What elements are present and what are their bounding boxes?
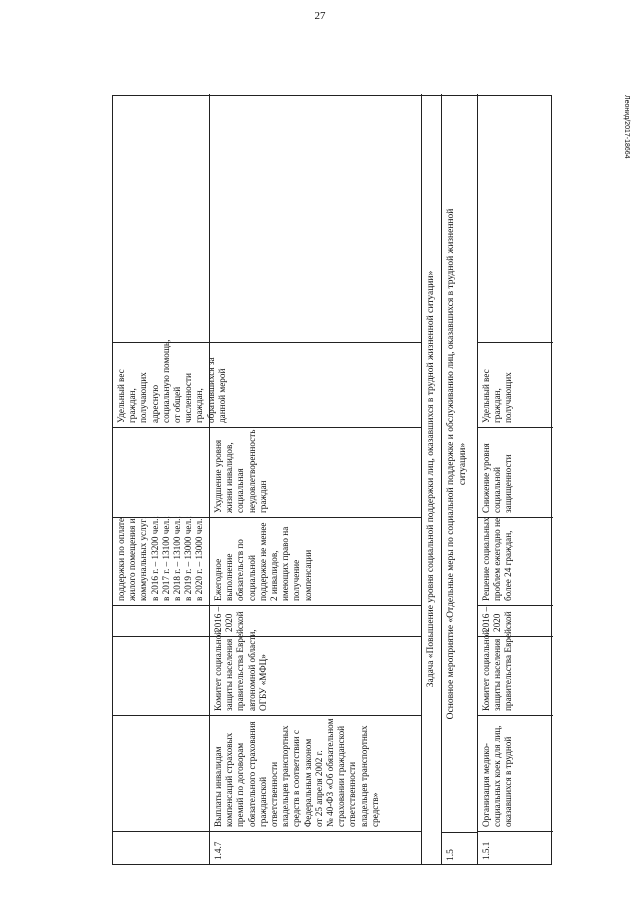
row-number: 1.5.1 xyxy=(481,841,491,860)
cell-text-line: данной мерой xyxy=(216,368,227,423)
cell-indicator xyxy=(478,343,553,428)
cell-consequence xyxy=(113,428,209,518)
cell-text-line: автономной области, xyxy=(246,629,257,711)
cell-text-line: правительства Еврейской xyxy=(235,611,246,711)
cell-text-line: Основное мероприятие «Отдельные меры по социальной поддержке и обслуживанию лиц, оказавшихся в трудной жизненной xyxy=(446,208,456,720)
cell-text-line: социальную помощь, xyxy=(160,339,171,423)
cell-text-line: в 2019 г. – 13000 чел.; xyxy=(183,516,194,601)
cell-text-line: неудовлетворенность xyxy=(246,429,257,513)
table-row-task xyxy=(421,94,441,864)
cell-indicator xyxy=(210,343,421,428)
cell-text-line: в 2016 г. – 13200 чел.; xyxy=(149,516,160,601)
program-table xyxy=(112,95,552,865)
cell-text-line: № 40-ФЗ «Об обязательном xyxy=(325,718,336,827)
row-number: 1.4.7 xyxy=(213,841,223,860)
cell-text-line: Комитет социальной xyxy=(213,629,223,711)
cell-text-line: ситуации» xyxy=(457,442,468,486)
cell-text-line: выполнение xyxy=(224,553,235,601)
cell-text-line: владельцев транспортных xyxy=(358,725,369,827)
cell-text-line: получающих xyxy=(138,372,149,423)
cell-empty xyxy=(478,94,553,343)
cell-text-line: от 25 апреля 2002 г. xyxy=(313,750,324,827)
cell-text-line: 2020 xyxy=(492,613,503,632)
cell-text-line: защиты населения xyxy=(492,638,503,711)
cell-name xyxy=(113,716,209,832)
cell-text-line: поддержке не менее xyxy=(257,522,268,601)
cell-text-line: социальная xyxy=(235,468,246,513)
cell-text-line: поддержки по оплате xyxy=(116,517,126,601)
cell-text-line: коммунальных услуг: xyxy=(138,516,149,601)
table-row-1-5-1 xyxy=(477,94,553,864)
cell-text-line: 2 инвалидов, xyxy=(269,550,280,601)
cell-text-line: ответственности xyxy=(269,761,280,827)
cell-text-line: имеющих право на xyxy=(280,526,291,601)
cell-text-line: Удельный вес xyxy=(481,369,491,423)
cell-text-line: обратившихся за xyxy=(205,357,216,423)
cell-text-line: численности xyxy=(183,373,194,423)
cell-text-line: ОГБУ «МФЦ» xyxy=(257,654,268,711)
cell-result xyxy=(113,518,209,606)
cell-text-line: проблем ежегодно не xyxy=(492,517,503,601)
cell-text-line: от общей xyxy=(172,386,183,423)
table-row-1-4-7 xyxy=(209,94,421,864)
cell-text-line: в 2017 г. – 13100 чел.; xyxy=(160,516,171,601)
cell-text-line: премий по договорам xyxy=(235,742,246,827)
cell-text-line: обязательств по xyxy=(235,539,246,601)
cell-text-line: Комитет социальной xyxy=(481,629,491,711)
cell-text-line: адресную xyxy=(149,384,160,423)
cell-text-line: обязательного страхования xyxy=(246,721,257,827)
cell-text-line: в 2020 г. – 13000 чел. xyxy=(194,518,205,601)
cell-text-line: страховании гражданской xyxy=(336,725,347,827)
row-number: 1.5 xyxy=(442,832,477,864)
cell-result xyxy=(478,518,553,606)
cell-text-line: получение xyxy=(291,559,302,601)
page-number: 27 xyxy=(314,10,326,22)
cell-text-line: 2016 – xyxy=(213,606,223,632)
cell-text-line: Выплаты инвалидам xyxy=(213,746,223,827)
cell-result xyxy=(210,518,421,606)
cell-text-line: средств» xyxy=(369,792,380,827)
cell-text-line: компенсации xyxy=(302,549,313,601)
cell-text-line: компенсаций страховых xyxy=(224,732,235,827)
cell-text-line: гражданской xyxy=(257,776,268,827)
cell-text-line: социальной xyxy=(246,555,257,601)
cell-text-line: Удельный вес xyxy=(116,369,126,423)
cell-text-line: средств в соответствии с xyxy=(291,730,302,827)
cell-text-line: Федеральным законом xyxy=(302,738,313,827)
cell-text-line: жилого помещения и xyxy=(127,518,138,601)
cell-consequence xyxy=(478,428,553,518)
cell-period xyxy=(478,606,553,637)
cell-empty xyxy=(210,94,421,343)
cell-name xyxy=(210,716,421,832)
cell-text-line: получающих xyxy=(503,372,514,423)
cell-text-line: Снижение уровня xyxy=(481,443,491,513)
document-stamp: Леонид/2017-18664 xyxy=(623,95,630,159)
main-activity-heading xyxy=(442,94,477,864)
cell-period xyxy=(113,606,209,637)
cell-executor xyxy=(113,637,209,716)
cell-text-line: граждан, xyxy=(194,388,205,423)
cell-name xyxy=(478,716,553,832)
cell-period xyxy=(210,606,421,637)
cell-number xyxy=(113,832,209,864)
task-heading: Задача «Повышение уровня социальной поддержки лиц, оказавшихся в трудной жизненной ситуации» xyxy=(426,270,436,688)
cell-text-line: граждан xyxy=(257,480,268,513)
cell-text-line: правительства Еврейской xyxy=(503,611,514,711)
cell-text-line: защиты населения xyxy=(224,638,235,711)
cell-text-line: оказавшихся в трудной xyxy=(503,736,514,827)
cell-text-line: жизни инвалидов, xyxy=(224,442,235,513)
cell-text-line: 2020 xyxy=(224,613,235,632)
cell-consequence xyxy=(210,428,421,518)
cell-empty xyxy=(113,94,209,343)
cell-text-line: граждан, xyxy=(492,388,503,423)
cell-text-line: в 2018 г. – 13100 чел.; xyxy=(172,516,183,601)
cell-text-line: Организация медико- xyxy=(481,743,491,827)
rotated-table-area xyxy=(112,95,552,865)
cell-text-line: 2016 – xyxy=(481,606,491,632)
cell-text-line: ответственности xyxy=(347,761,358,827)
cell-text-line: социальной xyxy=(492,467,503,513)
cell-text-line: более 24 граждан, xyxy=(503,530,514,601)
cell-text-line: защищенности xyxy=(503,454,514,513)
cell-text-line: Ежегодное xyxy=(213,558,223,601)
cell-indicator xyxy=(113,339,227,428)
cell-text-line: Решение социальных xyxy=(481,517,491,601)
cell-text-line: социальных коек для лиц, xyxy=(492,725,503,827)
cell-text-line: владельцев транспортных xyxy=(280,725,291,827)
cell-text-line: Ухудшение уровня xyxy=(213,439,223,513)
table-row-1-5 xyxy=(441,94,477,864)
cell-text-line: граждан, xyxy=(127,388,138,423)
